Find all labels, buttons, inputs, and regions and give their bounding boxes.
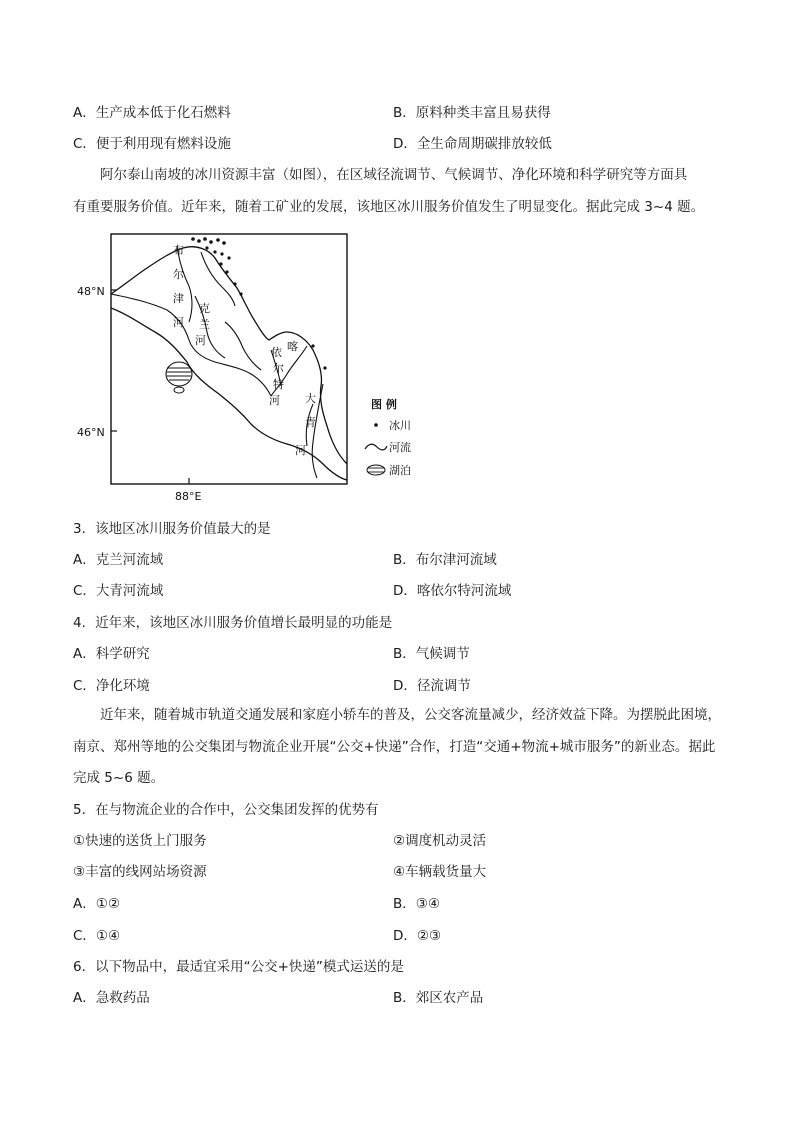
label-qing: 青	[305, 416, 316, 429]
q5-statement-3: ③丰富的线网站场资源	[73, 864, 207, 880]
label-he-2: 河	[195, 334, 206, 347]
passage1-line1: 阿尔泰山南坡的冰川资源丰富（如图），在区域径流调节、气候调节、净化环境和科学研究等方面具	[100, 167, 688, 183]
q4-option-a: A．科学研究	[73, 646, 150, 662]
q3-option-b: B．布尔津河流域	[393, 552, 497, 568]
q3-option-a: A．克兰河流域	[73, 552, 164, 568]
q5-stem: 5．在与物流企业的合作中，公交集团发挥的优势有	[73, 802, 379, 818]
q3-stem: 3．该地区冰川服务价值最大的是	[73, 521, 271, 537]
legend-glacier: 冰川	[389, 419, 411, 432]
q2-option-b: B．原料种类丰富且易获得	[393, 105, 551, 121]
q4-option-c: C．净化环境	[73, 678, 150, 694]
lake-symbol	[166, 362, 192, 393]
q5-statement-4: ④车辆载货量大	[393, 864, 487, 880]
q5-option-c: C．①④	[73, 928, 121, 944]
label-he-1: 河	[173, 316, 184, 329]
glacier-dots	[191, 237, 326, 369]
q6-option-a: A．急救药品	[73, 990, 150, 1006]
irtysh-river	[111, 294, 271, 396]
q5-statement-1: ①快速的送货上门服务	[73, 833, 207, 849]
q4-option-b: B．气候调节	[393, 646, 470, 662]
legend-river: 河流	[389, 441, 411, 454]
q2-option-d: D．全生命周期碳排放较低	[393, 136, 552, 152]
river-legend-icon	[365, 444, 387, 450]
q6-option-b: B．郊区农产品	[393, 990, 484, 1006]
label-he-3: 河	[269, 394, 280, 407]
label-jin: 津	[173, 292, 184, 305]
q5-option-a: A．①②	[73, 896, 120, 912]
passage2: 近年来，随着城市轨道交通发展和家庭小轿车的普及，公交客流量减少，经济效益下降。为摆脱此困境，南京、郑州等地的公交集团与物流企业开展“公交+快递”合作，打造“交通+物流+城市服务”的新业态。据此完成 5~6 题。	[73, 707, 721, 786]
q4-stem: 4．近年来，该地区冰川服务价值增长最明显的功能是	[73, 615, 393, 631]
glacier-legend-icon	[374, 423, 378, 427]
legend-lake: 湖泊	[389, 464, 411, 477]
label-da: 大	[305, 392, 316, 405]
label-te: 特	[273, 378, 284, 391]
label-yi: 依	[271, 346, 282, 359]
q3-option-d: D．喀依尔特河流域	[393, 583, 512, 599]
glacier-map	[75, 228, 425, 508]
basin-border	[111, 247, 347, 464]
burqin-river	[177, 246, 192, 322]
q3-option-c: C．大青河流域	[73, 583, 164, 599]
map-frame	[111, 234, 347, 484]
lat-48-label: 48°N	[77, 285, 105, 298]
label-lan: 兰	[199, 318, 210, 331]
lat-46-label: 46°N	[77, 426, 105, 439]
lon-88-label: 88°E	[175, 490, 202, 503]
q5-statement-2: ②调度机动灵活	[393, 833, 487, 849]
kelan-tributary	[225, 322, 261, 370]
label-he-4: 河	[295, 444, 306, 457]
q2-option-c: C．便于利用现有燃料设施	[73, 136, 231, 152]
q4-option-d: D．径流调节	[393, 678, 471, 694]
label-er-2: 尔	[273, 362, 284, 375]
legend-title: 图 例	[371, 398, 397, 411]
label-ka: 喀	[287, 340, 298, 353]
label-ke: 克	[199, 302, 210, 315]
q5-option-d: D．②③	[393, 928, 442, 944]
q2-option-a: A．生产成本低于化石燃料	[73, 105, 231, 121]
label-er: 尔	[173, 268, 184, 281]
lake-legend-icon	[367, 465, 385, 475]
label-bu: 布	[173, 244, 184, 257]
passage1-line2: 有重要服务价值。近年来，随着工矿业的发展，该地区冰川服务价值发生了明显变化。据此完成 3~4 题。	[73, 199, 705, 215]
q6-stem: 6．以下物品中，最适宜采用“公交+快递”模式运送的是	[73, 959, 404, 975]
map-legend	[365, 397, 411, 477]
q5-option-b: B．③④	[393, 896, 440, 912]
